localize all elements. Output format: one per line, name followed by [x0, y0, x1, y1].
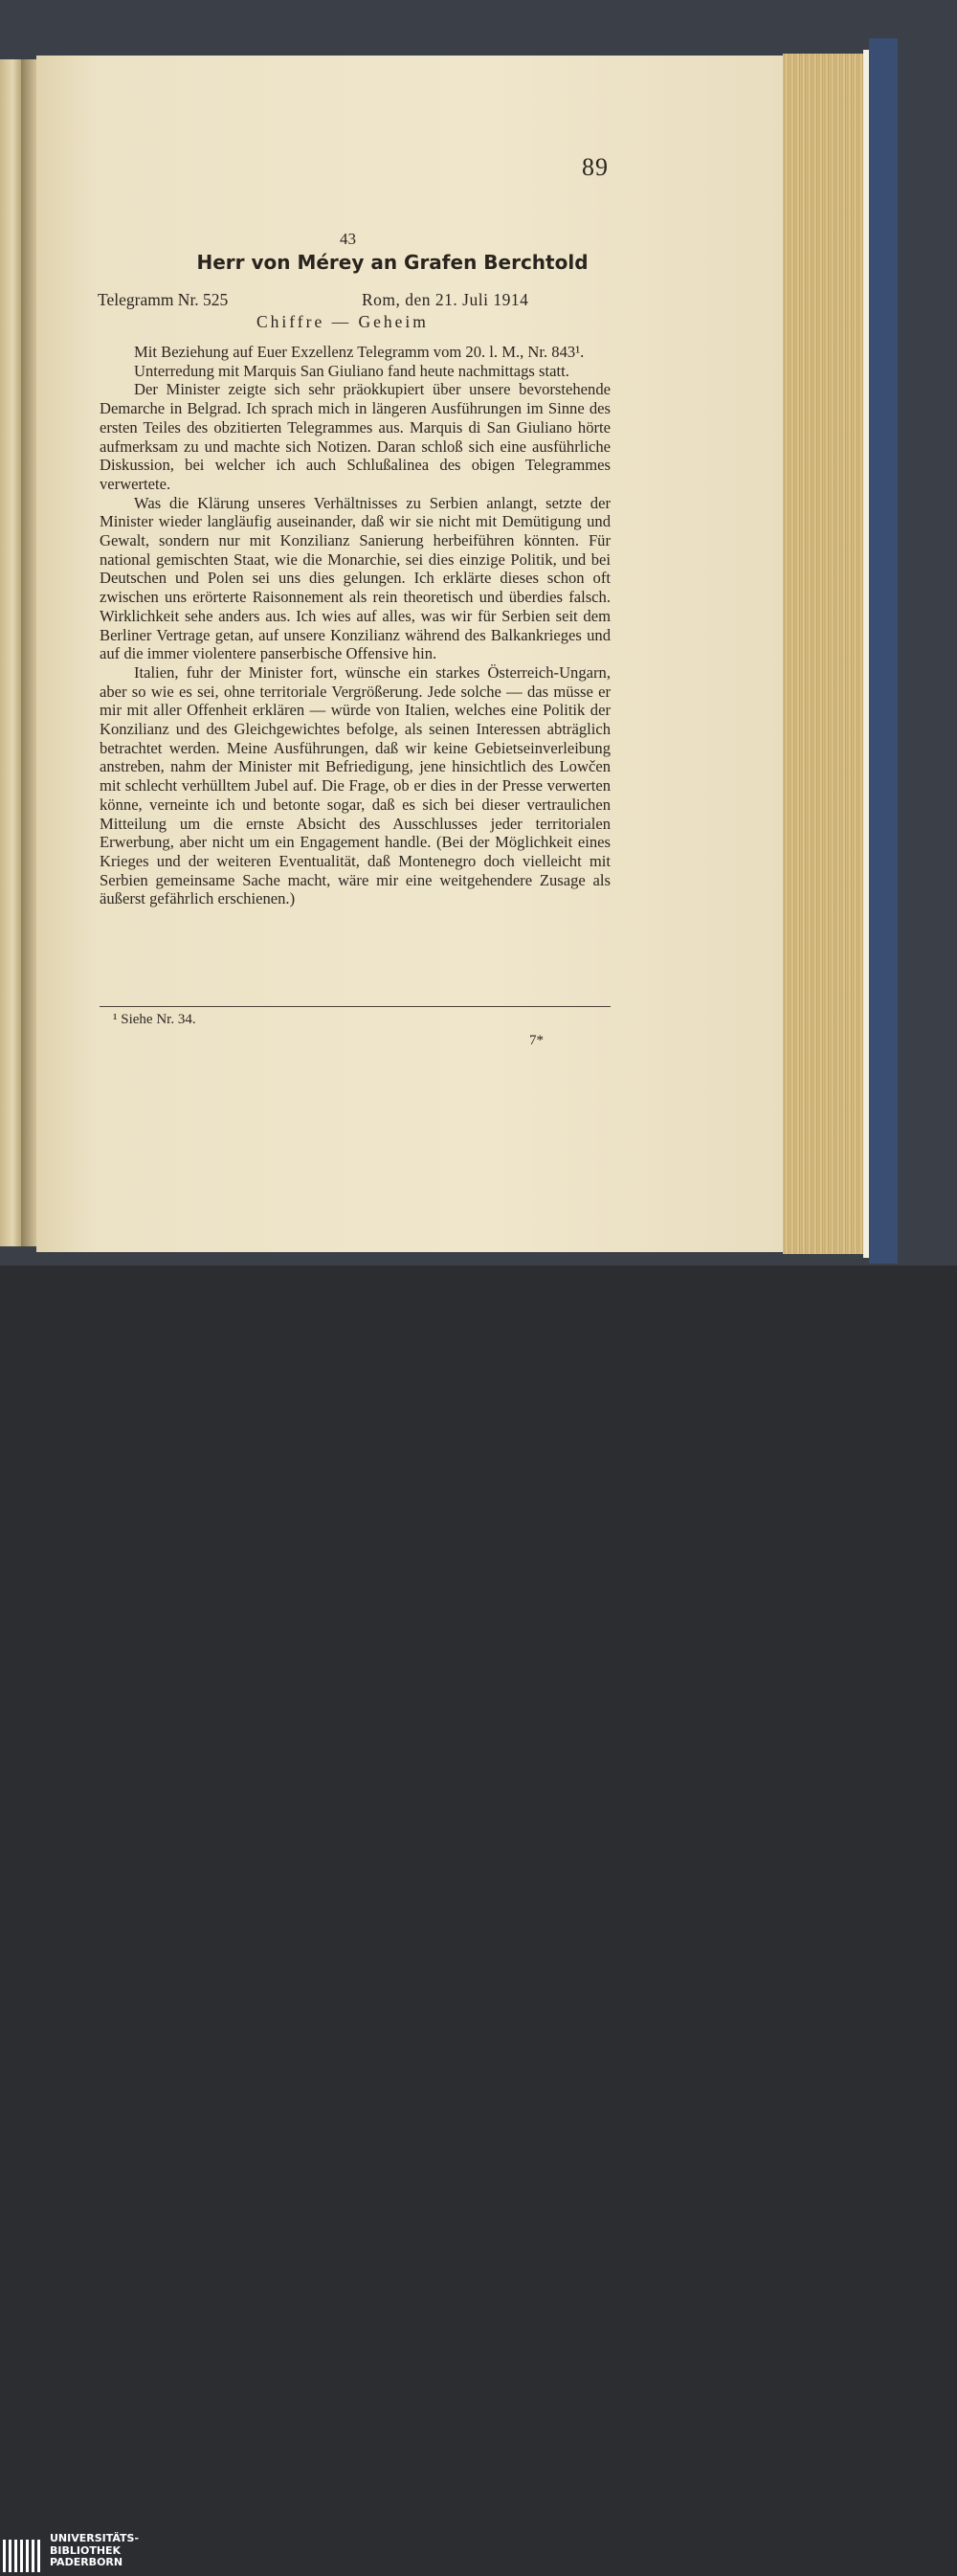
paragraph: Unterredung mit Marquis San Giuliano fand heute nachmittags statt. — [134, 361, 569, 380]
body-text — [100, 343, 611, 908]
place-and-date: Rom, den 21. Juli 1914 — [362, 290, 529, 309]
book-scan — [0, 0, 957, 1266]
classification-line: Chiffre — Geheim — [256, 312, 429, 331]
book-cover — [869, 38, 898, 1264]
left-page-edge — [0, 59, 21, 1246]
paragraph: Italien, fuhr der Minister fort, wünsche ein starkes Österreich-Ungarn, aber so wie es sei, ohne territoriale Vergrößerung. Jede solche — das müsse er mir mit aller Offenheit erklären — würde von Italien, welches eine Politik der Konzilianz und des Gleichgewichtes befolge, als seinen Interessen abträglich betrachtet werden. Meine Ausführungen, daß wir keine Gebietseinverleibung anstreben, nahm der Minister mit Befriedigung, jene hinsichtlich des Lowčen mit schlecht verhülltem Jubel auf. Die Frage, ob er dies in der Presse verwerten könne, verneinte ich und betonte sogar, daß es sich bei dieser vertraulichen Mitteilung um die ernste Absicht des Ausschlusses jeder territorialen Erwerbung, aber nicht um ein Engagement handle. (Bei der Möglichkeit eines Krieges und der weiteren Eventualität, daß Montenegro doch vielleicht mit Serbien gemeinsame Sache macht, wäre mir eine weitgehendere Zusage als äußerst gefährlich erschienen.) — [100, 662, 611, 908]
footer-bar — [0, 1266, 957, 2568]
library-name-line: UNIVERSITÄTS- — [50, 2532, 140, 2544]
sheet-signature: 7* — [529, 1033, 544, 1048]
library-name — [50, 2533, 139, 2569]
library-name-line: PADERBORN — [50, 2556, 123, 2568]
page-number: 89 — [582, 153, 609, 181]
footnote: ¹ Siehe Nr. 34. — [113, 1012, 196, 1027]
library-logo-icon — [2, 2536, 44, 2576]
page-edges — [783, 54, 871, 1254]
library-name-line: BIBLIOTHEK — [50, 2543, 122, 2557]
document-heading: Herr von Mérey an Grafen Berchtold — [196, 251, 589, 274]
paragraph: Der Minister zeigte sich sehr präokkupiert über unsere bevorstehende Demarche in Belgrad. Ich sprach mich in längeren Ausführungen im Sinne des ersten Teiles des obzitierten Telegrammes aus. Marquis di San Giuliano hörte aufmerksam zu und machte sich Notizen. Daran schloß sich eine ausführliche Diskussion, bei welcher ich auch Schlußalinea des obigen Telegrammes verwertete. — [100, 380, 611, 493]
telegram-reference: Telegramm Nr. 525 — [98, 290, 229, 309]
document-number: 43 — [340, 230, 356, 248]
paragraph: Was die Klärung unseres Verhältnisses zu Serbien anlangt, setzte der Minister wieder langläufig auseinander, daß wir sie nicht mit Demütigung und Gewalt, sondern nur mit Konzilianz Sanierung herbeiführen könnten. Für national gemischten Staat, wie die Monarchie, sei dies einzige Politik, und bei Deutschen und Polen sei uns dies gelungen. Ich erklärte dieses schon oft zwischen uns erörterte Raisonnement als rein theoretisch und überdies falsch. Wirklichkeit sehe anders aus. Ich wies auf alles, was wir für Serbien seit dem Berliner Vertrage getan, auf unsere Konzilianz während des Balkankrieges und auf die immer violentere panserbische Offensive hin. — [100, 493, 611, 663]
paragraph: Mit Beziehung auf Euer Exzellenz Telegramm vom 20. l. M., Nr. 843¹. — [134, 343, 585, 361]
footnote-divider — [100, 1006, 611, 1007]
